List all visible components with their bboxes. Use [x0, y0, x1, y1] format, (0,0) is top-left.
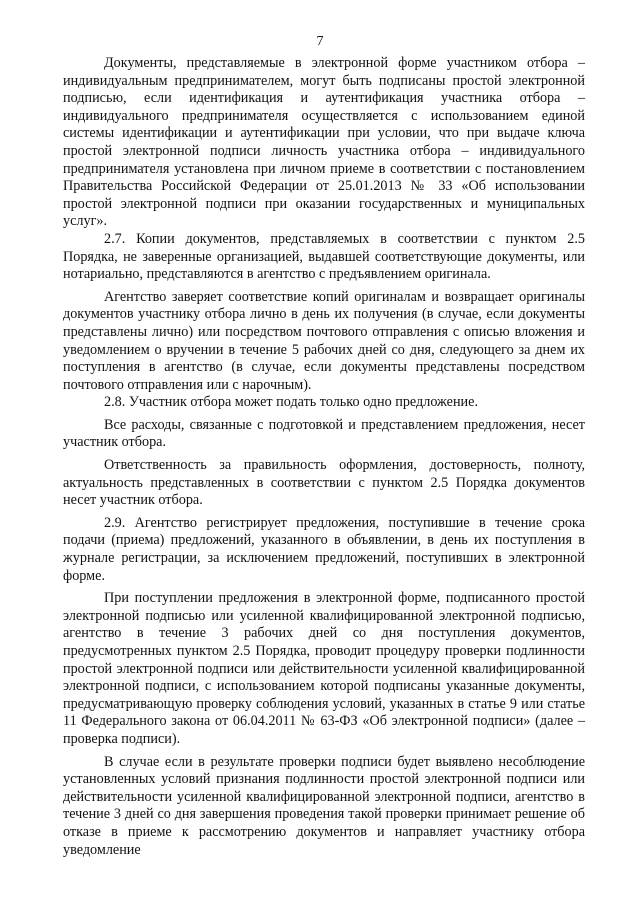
document-body: [63, 55, 585, 859]
paragraph-2-7-copies: 2.7. Копии документов, представляемых в соответствии с пунктом 2.5 Порядка, не заверенные организацией, выдавшей соответствующие документы, или нотариально, представляются в агентство с предъявлением оригинала.: [63, 230, 585, 283]
paragraph-agency-certifies: Агентство заверяет соответствие копий оригиналам и возвращает оригиналы документов участнику отбора лично в день их получения (в случае, если документы представлены лично) или посредством почтового отправления с описью вложения и уведомлением о вручении в течение 5 рабочих дней со дня, следующего за днем их поступления в агентство (в случае, если документы представлены посредством почтового отправления или с нарочным).: [63, 288, 585, 393]
paragraph-2-9-registration: 2.9. Агентство регистрирует предложения, поступившие в течение срока подачи (приема) предложений, указанного в объявлении, в день их поступления в журнале регистрации, за исключением предложений, поступивших в электронной форме.: [63, 514, 585, 584]
paragraph-electronic-signature: Документы, представляемые в электронной форме участником отбора – индивидуальным предпринимателем, могут быть подписаны простой электронной подписью, если идентификация и аутентификация участника отбора – индивидуального предпринимателя осуществляется с использованием единой системы идентификации и аутентификации при условии, что при выдаче ключа простой электронной подписи личность участника отбора – индивидуального предпринимателя установлена при личном приеме в соответствии с постановлением Правительства Российской Федерации от 25.01.2013 № 33 «Об использовании простой электронной подписи при оказании государственных и муниципальных услуг».: [63, 55, 585, 230]
paragraph-2-8-single-proposal: 2.8. Участник отбора может подать только одно предложение.: [104, 394, 478, 411]
paragraph-responsibility: Ответственность за правильность оформления, достоверность, полноту, актуальность представленных в соответствии с пунктом 2.5 Порядка документов несет участник отбора.: [63, 457, 585, 509]
page-number: 7: [316, 34, 324, 49]
paragraph-signature-verification: При поступлении предложения в электронной форме, подписанного простой электронной подписью или усиленной квалифицированной электронной подписью, агентство в течение 3 рабочих дней со дня поступления документов, предусмотренных пунктом 2.5 Порядка, проводит процедуру проверки подлинности простой электронной подписи или действительности усиленной квалифицированной электронной подписи, с использованием которой подписаны указанные документы, предусматривающую проверку соблюдения условий, указанных в статье 9 или статье 11 Федерального закона от 06.04.2011 № 63-ФЗ «Об электронной подписи» (далее – проверка подписи).: [63, 590, 585, 747]
paragraph-verification-failure: В случае если в результате проверки подписи будет выявлено несоблюдение установленных условий признания подлинности простой электронной подписи или действительности усиленной квалифицированной электронной подписи, агентство в течение 3 дней со дня завершения проведения такой проверки принимает решение об отказе в приеме к рассмотрению документов и направляет участнику отбора уведомление: [63, 753, 585, 858]
paragraph-expenses: Все расходы, связанные с подготовкой и представлением предложения, несет участник отбора.: [63, 416, 585, 451]
